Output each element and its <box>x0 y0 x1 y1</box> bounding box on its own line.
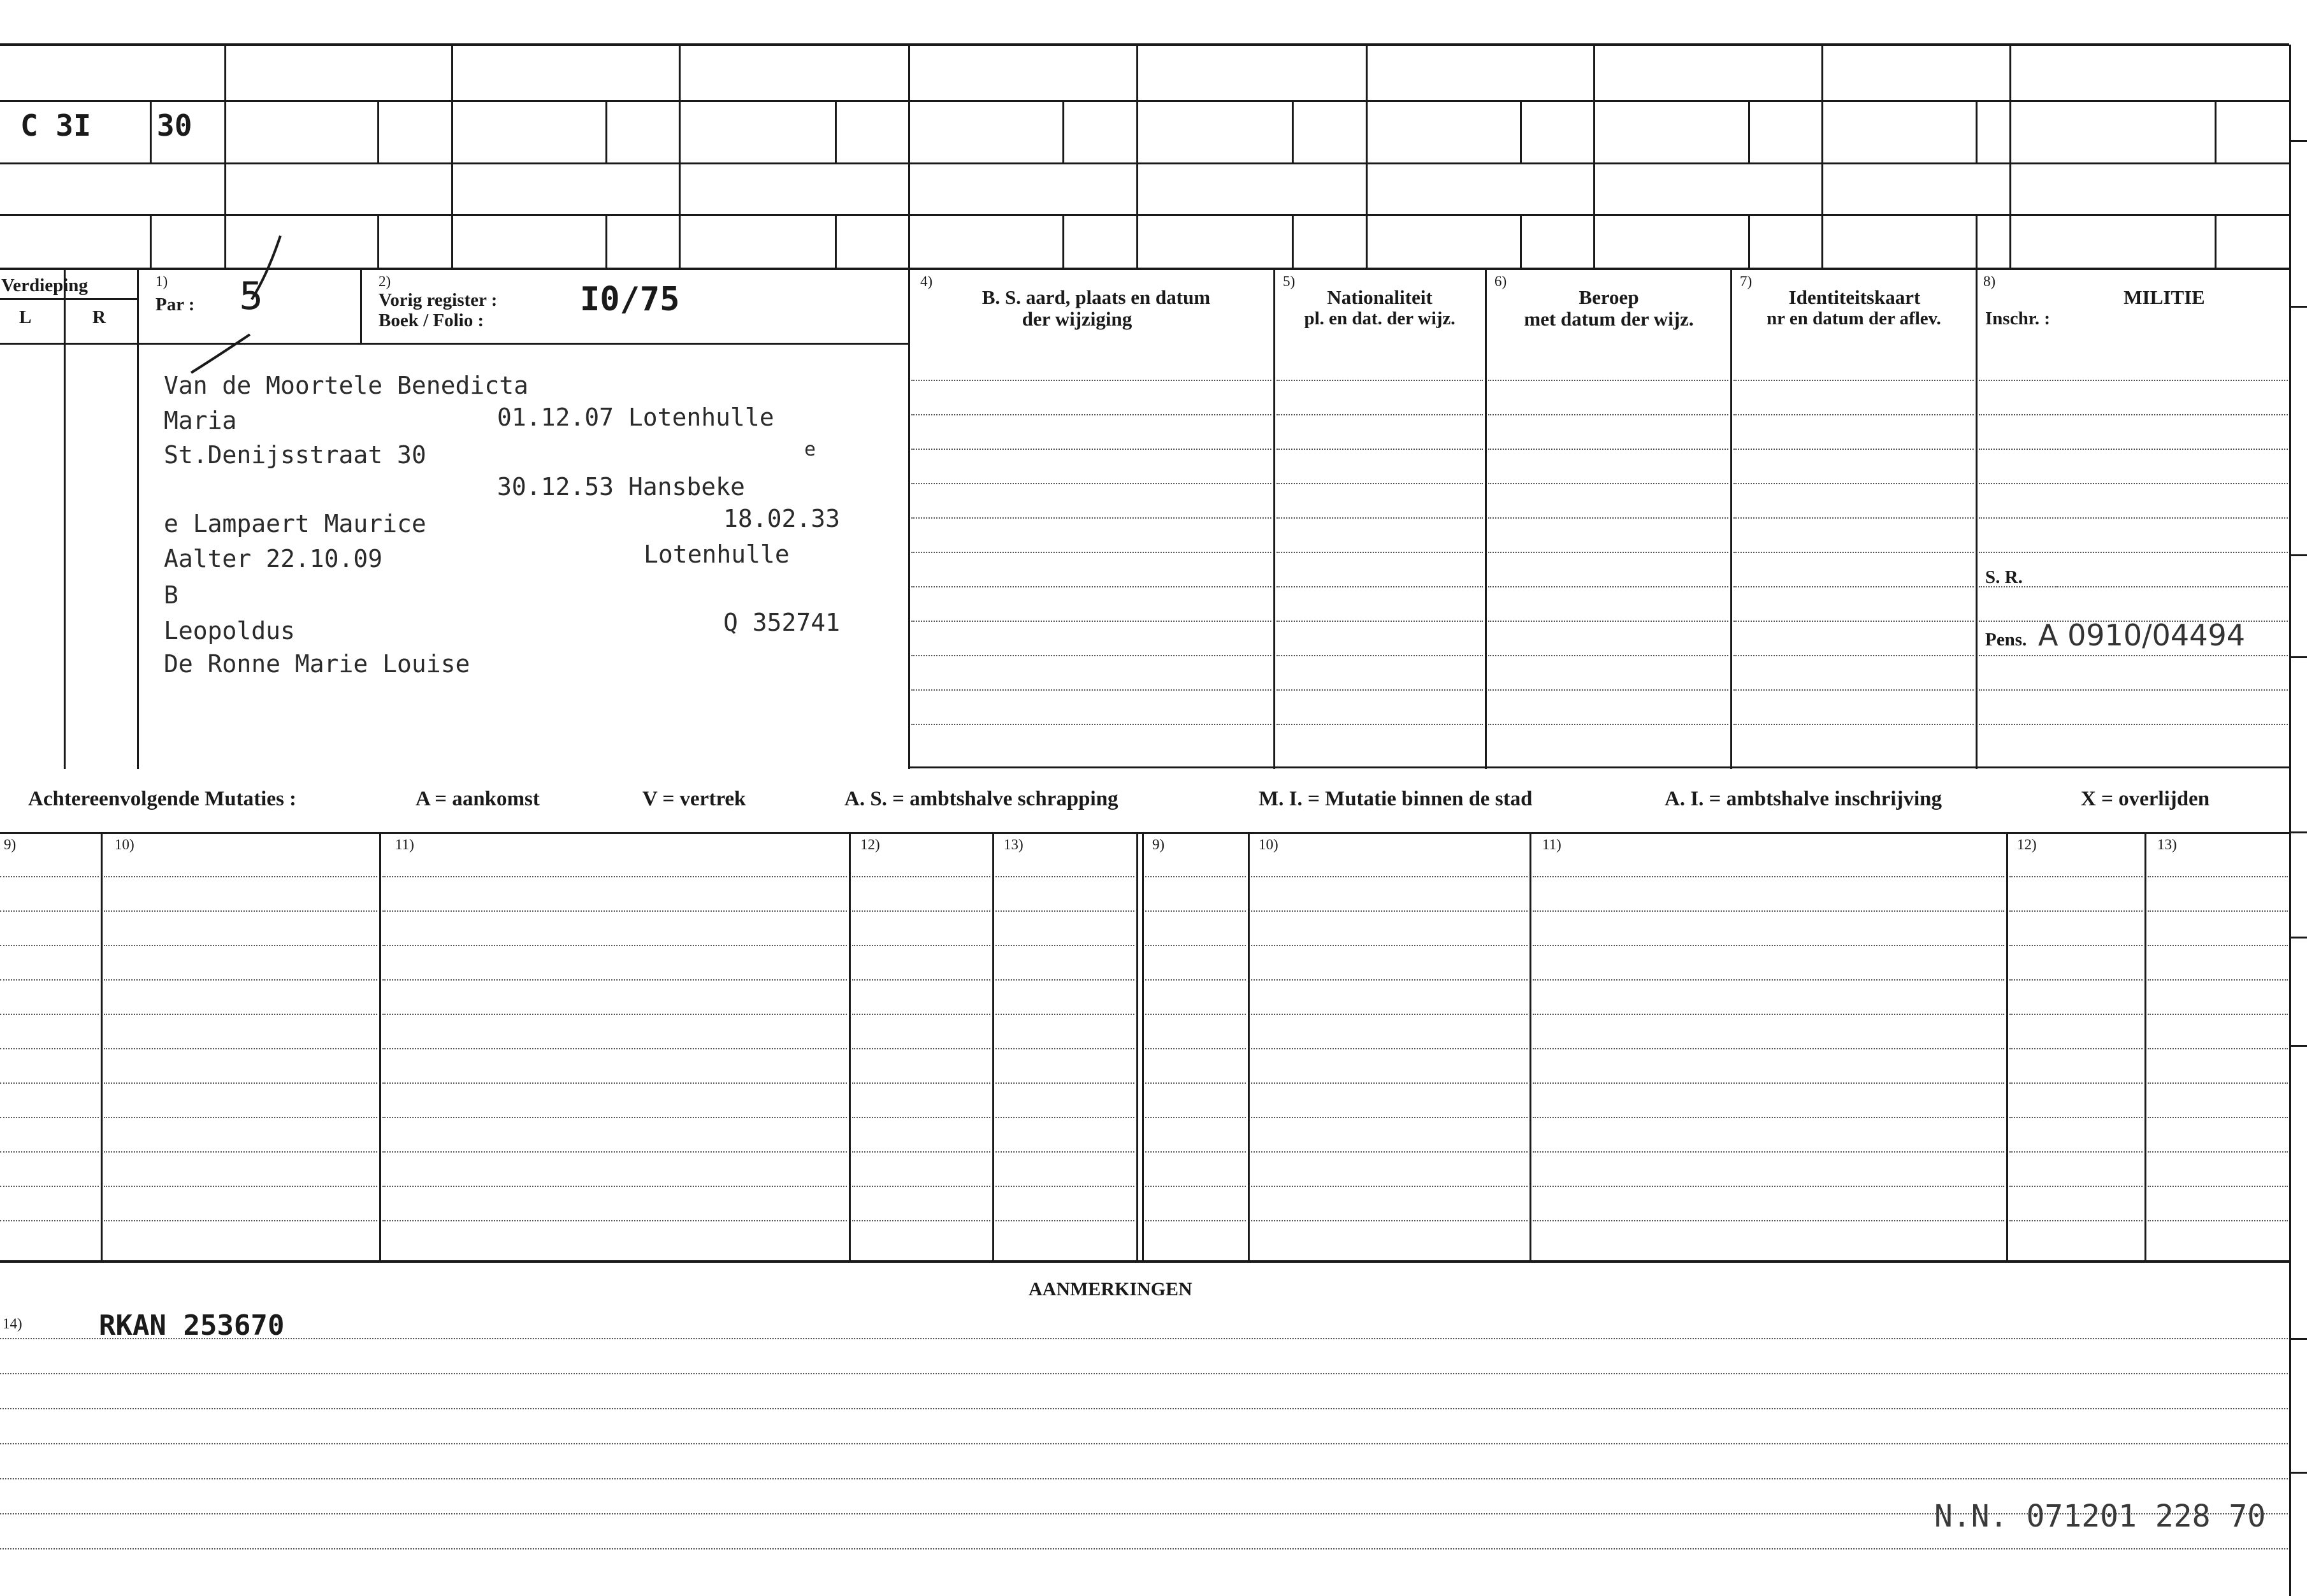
col6-header-2: met datum der wijz. <box>1524 308 1694 330</box>
par-value: 5 <box>239 274 264 319</box>
mut-col-13b: 13) <box>2157 837 2177 852</box>
record-line-8a: Leopoldus <box>164 617 295 645</box>
mutatie-as: A. S. = ambtshalve schrapping <box>844 787 1118 810</box>
verdieping-l: L <box>19 307 32 327</box>
vorig-sub: Boek / Folio : <box>379 310 484 331</box>
militie-title: MILITIE <box>2123 286 2205 308</box>
record-line-8b: Q 352741 <box>723 608 841 636</box>
militie-pens-value: A 0910/04494 <box>2038 618 2245 652</box>
mut-col-11b: 11) <box>1542 837 1561 852</box>
mut-col-12b: 12) <box>2017 837 2037 852</box>
mutatie-x: X = overlijden <box>2081 787 2210 810</box>
militie-sr: S. R. <box>1985 567 2023 587</box>
vorig-num: 2) <box>379 273 391 289</box>
aanmerkingen-value: RKAN 253670 <box>99 1309 285 1342</box>
col6-num: 6) <box>1494 273 1507 289</box>
vorig-value: I0/75 <box>580 280 680 319</box>
record-line-9: De Ronne Marie Louise <box>164 650 470 678</box>
mut-col-10b: 10) <box>1259 837 1278 852</box>
col4-header-1: B. S. aard, plaats en datum <box>981 286 1211 308</box>
card-code: C 3I <box>20 108 91 143</box>
col4-num: 4) <box>920 273 933 289</box>
col5-num: 5) <box>1283 273 1296 289</box>
par-num: 1) <box>155 273 168 289</box>
col7-header-2: nr en datum der aflev. <box>1767 308 1941 329</box>
militie-pens: Pens. <box>1985 629 2027 650</box>
record-line-5b: 18.02.33 <box>723 505 841 533</box>
nn-number: N.N. 071201 228 70 <box>1934 1499 2266 1534</box>
record-line-2a: Maria <box>164 406 237 435</box>
col6-header-1: Beroep <box>1579 286 1639 308</box>
record-line-6a: Aalter 22.10.09 <box>164 545 383 573</box>
mutatie-a: A = aankomst <box>416 787 540 810</box>
verdieping-label: Verdieping <box>1 275 88 296</box>
card-number: 30 <box>157 108 192 143</box>
col5-header-1: Nationaliteit <box>1327 286 1433 308</box>
record-line-5a: e Lampaert Maurice <box>164 510 426 538</box>
record-line-6b: Lotenhulle <box>644 540 790 568</box>
verdieping-r: R <box>92 307 106 327</box>
col5-header-2: pl. en dat. der wijz. <box>1304 308 1456 329</box>
mut-col-9b: 9) <box>1152 837 1165 852</box>
record-line-3a: St.Denijsstraat 30 <box>164 441 426 469</box>
record-line-7: B <box>164 581 178 609</box>
col7-header-1: Identiteitskaart <box>1788 286 1921 308</box>
mutaties-title: Achtereenvolgende Mutaties : <box>28 787 296 810</box>
mut-col-13: 13) <box>1004 837 1023 852</box>
mut-col-12: 12) <box>860 837 880 852</box>
mut-col-11: 11) <box>395 837 414 852</box>
aanmerkingen-title: AANMERKINGEN <box>1029 1279 1192 1300</box>
militie-inschr: Inschr. : <box>1985 308 2051 329</box>
aanmerkingen-num: 14) <box>3 1316 22 1332</box>
mutatie-ai: A. I. = ambtshalve inschrijving <box>1665 787 1942 810</box>
record-line-3b: e <box>804 438 816 461</box>
col4-header-2: der wijziging <box>1022 308 1132 330</box>
mutatie-v: V = vertrek <box>642 787 746 810</box>
vorig-label: Vorig register : <box>379 290 498 310</box>
record-line-2b: 01.12.07 Lotenhulle <box>497 403 774 431</box>
mut-col-9: 9) <box>4 837 17 852</box>
record-line-1: Van de Moortele Benedicta <box>164 371 528 399</box>
col8-num: 8) <box>1983 273 1996 289</box>
mut-col-10: 10) <box>115 837 134 852</box>
par-label: Par : <box>155 294 195 315</box>
col7-num: 7) <box>1740 273 1753 289</box>
record-line-4: 30.12.53 Hansbeke <box>497 473 745 501</box>
mutatie-mi: M. I. = Mutatie binnen de stad <box>1259 787 1533 810</box>
